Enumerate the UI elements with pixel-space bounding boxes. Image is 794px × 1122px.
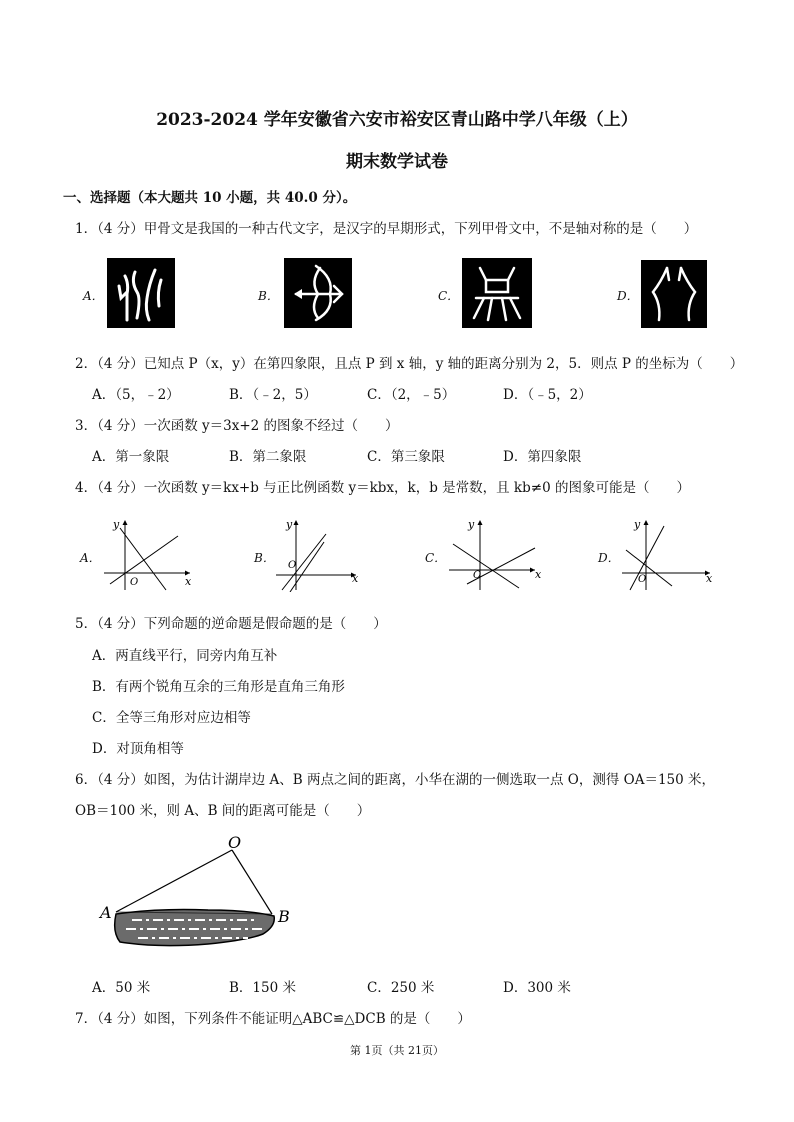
q4-label-c: C． xyxy=(425,551,447,565)
q5-option-b[interactable]: B．有两个锐角互余的三角形是直角三角形 xyxy=(92,679,345,695)
oracle-glyph-b xyxy=(284,258,352,328)
q1-label-a: A． xyxy=(83,289,104,303)
q4d-axis-y: y xyxy=(634,518,641,531)
q3-option-c[interactable]: C．第三象限 xyxy=(367,449,445,465)
q3-stem: 3．（4 分）一次函数 y＝3x+2 的图象不经过（ ） xyxy=(75,418,399,434)
q6-lake-diagram xyxy=(98,836,308,966)
q4c-origin: O xyxy=(473,570,482,581)
q4-label-a: A． xyxy=(80,551,101,565)
oracle-glyph-d xyxy=(641,260,707,328)
q4d-axis-x: x xyxy=(706,572,713,585)
q6-stem-line2: OB＝100 米，则 A、B 间的距离可能是（ ） xyxy=(75,803,371,819)
q4b-origin: O xyxy=(288,560,297,571)
q4-graph-a xyxy=(100,512,200,592)
q4a-axis-x: x xyxy=(185,575,192,588)
q4c-axis-x: x xyxy=(535,568,542,581)
q4-graph-d xyxy=(620,512,720,592)
page-footer: 第 1页（共 21页） xyxy=(350,1044,444,1057)
page-title-line2: 期末数学试卷 xyxy=(346,152,448,172)
q4b-axis-x: x xyxy=(352,572,359,585)
q5-option-d[interactable]: D．对顶角相等 xyxy=(92,741,184,757)
q3-option-d[interactable]: D．第四象限 xyxy=(503,449,582,465)
q4b-axis-y: y xyxy=(286,518,293,531)
q6-point-b: B xyxy=(278,907,290,926)
q1-label-b: B． xyxy=(258,289,279,303)
q4-stem: 4．（4 分）一次函数 y＝kx+b 与正比例函数 y＝kbx，k，b 是常数，且 kb≠0 的图象可能是（ ） xyxy=(75,480,690,496)
q6-option-d[interactable]: D．300 米 xyxy=(503,980,571,996)
q6-point-a: A xyxy=(100,903,112,922)
q1-label-d: D． xyxy=(617,289,639,303)
q6-option-b[interactable]: B．150 米 xyxy=(229,980,296,996)
oracle-glyph-a xyxy=(107,258,175,328)
q6-option-c[interactable]: C．250 米 xyxy=(367,980,435,996)
q4-label-d: D． xyxy=(598,551,620,565)
q6-point-o: O xyxy=(228,836,242,852)
q3-option-a[interactable]: A．第一象限 xyxy=(92,449,170,465)
q1-label-c: C． xyxy=(438,289,460,303)
q4c-axis-y: y xyxy=(468,518,475,531)
q4-graph-b xyxy=(274,512,374,592)
page-title-line1: 2023-2024 学年安徽省六安市裕安区青山路中学八年级（上） xyxy=(156,110,638,130)
q5-stem: 5．（4 分）下列命题的逆命题是假命题的是（ ） xyxy=(75,616,387,632)
q2-option-b[interactable]: B．（﹣2，5） xyxy=(229,387,317,403)
section-heading: 一、选择题（本大题共 10 小题，共 40.0 分）。 xyxy=(63,190,357,206)
q3-option-b[interactable]: B．第二象限 xyxy=(229,449,307,465)
q5-option-c[interactable]: C．全等三角形对应边相等 xyxy=(92,710,251,726)
q5-option-a[interactable]: A．两直线平行，同旁内角互补 xyxy=(92,648,278,664)
q4-label-b: B． xyxy=(254,551,275,565)
q2-option-a[interactable]: A．（5，﹣2） xyxy=(92,387,180,403)
q2-stem: 2．（4 分）已知点 P（x，y）在第四象限，且点 P 到 x 轴，y 轴的距离分别为 2，5．则点 P 的坐标为（ ） xyxy=(75,356,744,372)
q2-option-d[interactable]: D．（﹣5，2） xyxy=(503,387,592,403)
q7-stem: 7．（4 分）如图，下列条件不能证明△ABC≌△DCB 的是（ ） xyxy=(75,1011,471,1027)
q2-option-c[interactable]: C．（2，﹣5） xyxy=(367,387,456,403)
q4-graph-c xyxy=(447,512,547,592)
oracle-glyph-c xyxy=(462,258,532,328)
q1-stem: 1．（4 分）甲骨文是我国的一种古代文字，是汉字的早期形式，下列甲骨文中，不是轴对称的是（ ） xyxy=(75,221,698,237)
q4a-axis-y: y xyxy=(113,518,120,531)
q4d-origin: O xyxy=(638,574,647,585)
q4a-origin: O xyxy=(130,577,139,588)
q6-stem-line1: 6．（4 分）如图，为估计湖岸边 A、B 两点之间的距离，小华在湖的一侧选取一点 O，测得 OA＝150 米， xyxy=(75,772,715,788)
q6-option-a[interactable]: A．50 米 xyxy=(92,980,151,996)
